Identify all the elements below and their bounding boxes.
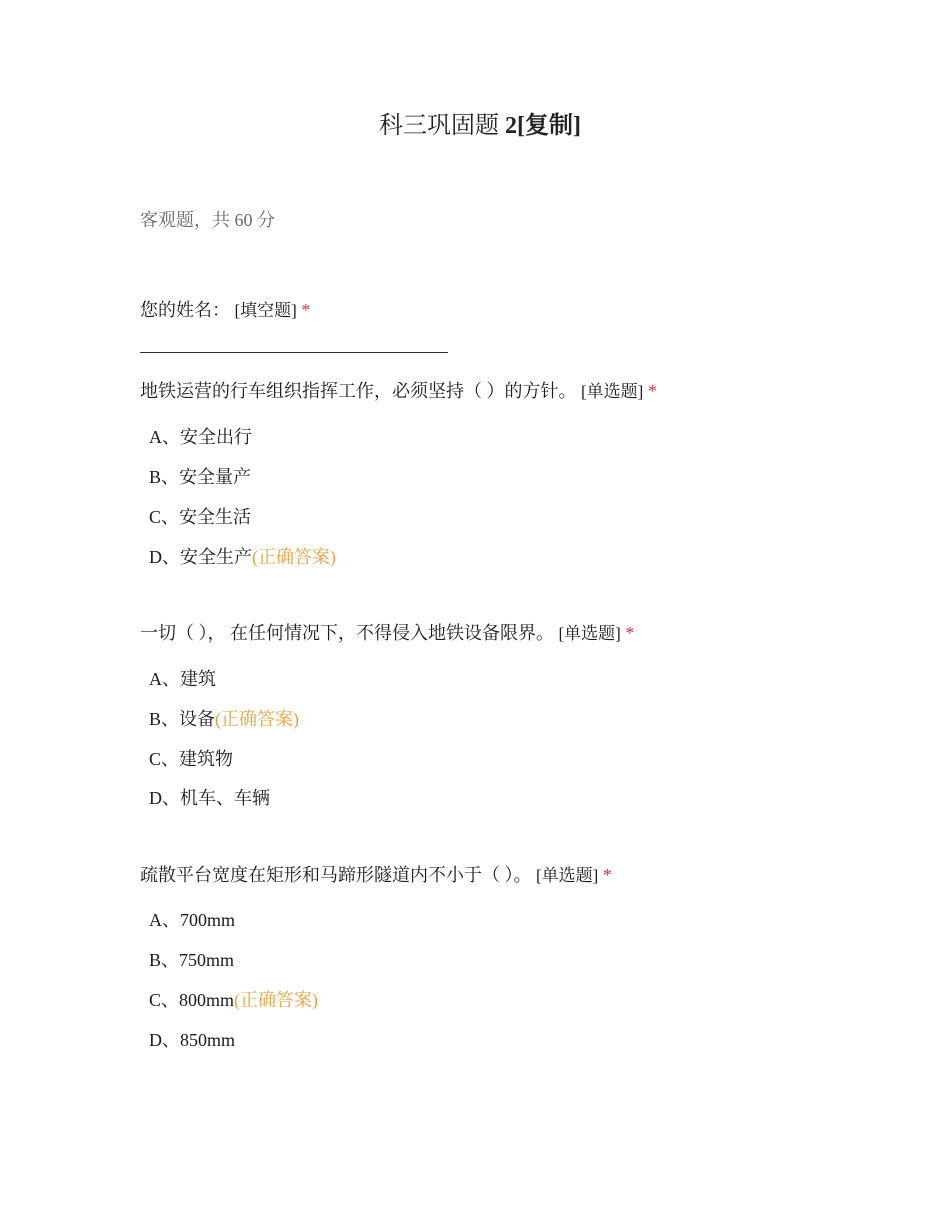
- required-mark: *: [301, 300, 311, 320]
- question-type: [单选题]: [536, 866, 599, 885]
- required-mark: *: [647, 381, 657, 401]
- option-label: B、安全量产: [149, 467, 252, 487]
- question-1-option-c[interactable]: [149, 504, 251, 530]
- correct-answer-note: (正确答案): [234, 990, 319, 1010]
- option-label: C、800mm: [149, 990, 235, 1010]
- option-label: B、设备: [149, 709, 216, 729]
- title-number: 2: [505, 113, 517, 139]
- name-answer-blank[interactable]: [140, 352, 448, 353]
- option-label: A、安全出行: [149, 427, 252, 447]
- question-text: 一切（ ）， 在任何情况下，不得侵入地铁设备限界。: [140, 623, 554, 643]
- title-suffix: [复制]: [517, 113, 581, 139]
- required-mark: *: [602, 865, 612, 885]
- question-2-option-b[interactable]: [149, 706, 299, 732]
- option-label: C、建筑物: [149, 749, 234, 769]
- option-label: C、安全生活: [149, 507, 252, 527]
- section-subtitle: 客观题，共 60 分: [140, 210, 275, 230]
- option-label: B、750mm: [149, 950, 235, 970]
- option-label: A、700mm: [149, 910, 236, 930]
- question-type: [填空题]: [234, 301, 297, 320]
- option-label: D、安全生产: [149, 547, 252, 567]
- question-3-option-d[interactable]: [149, 1027, 235, 1053]
- question-name: [140, 297, 310, 324]
- question-2: [140, 620, 634, 647]
- option-label: D、机车、车辆: [149, 788, 270, 808]
- question-1: [140, 378, 657, 405]
- page-title: [0, 110, 950, 142]
- question-3-option-c[interactable]: [149, 987, 318, 1013]
- question-3-option-a[interactable]: [149, 907, 235, 933]
- question-2-option-c[interactable]: [149, 746, 233, 772]
- question-2-option-d[interactable]: [149, 785, 270, 811]
- question-text: 疏散平台宽度在矩形和马蹄形隧道内不小于（ ）。: [140, 865, 532, 885]
- question-1-option-d[interactable]: [149, 544, 336, 570]
- question-1-option-b[interactable]: [149, 464, 251, 490]
- question-3: [140, 862, 612, 889]
- title-prefix: 科三巩固题: [379, 113, 505, 139]
- correct-answer-note: (正确答案): [252, 547, 336, 567]
- required-mark: *: [625, 623, 635, 643]
- correct-answer-note: (正确答案): [215, 709, 300, 729]
- question-3-option-b[interactable]: [149, 947, 234, 973]
- question-type: [单选题]: [558, 624, 621, 643]
- question-text: 地铁运营的行车组织指挥工作，必须坚持（ ）的方针。: [140, 381, 577, 401]
- question-type: [单选题]: [581, 382, 644, 401]
- option-label: A、建筑: [149, 669, 216, 689]
- question-1-option-a[interactable]: [149, 424, 252, 450]
- option-label: D、850mm: [149, 1030, 236, 1050]
- question-text: 您的姓名：: [140, 300, 230, 320]
- question-2-option-a[interactable]: [149, 666, 216, 692]
